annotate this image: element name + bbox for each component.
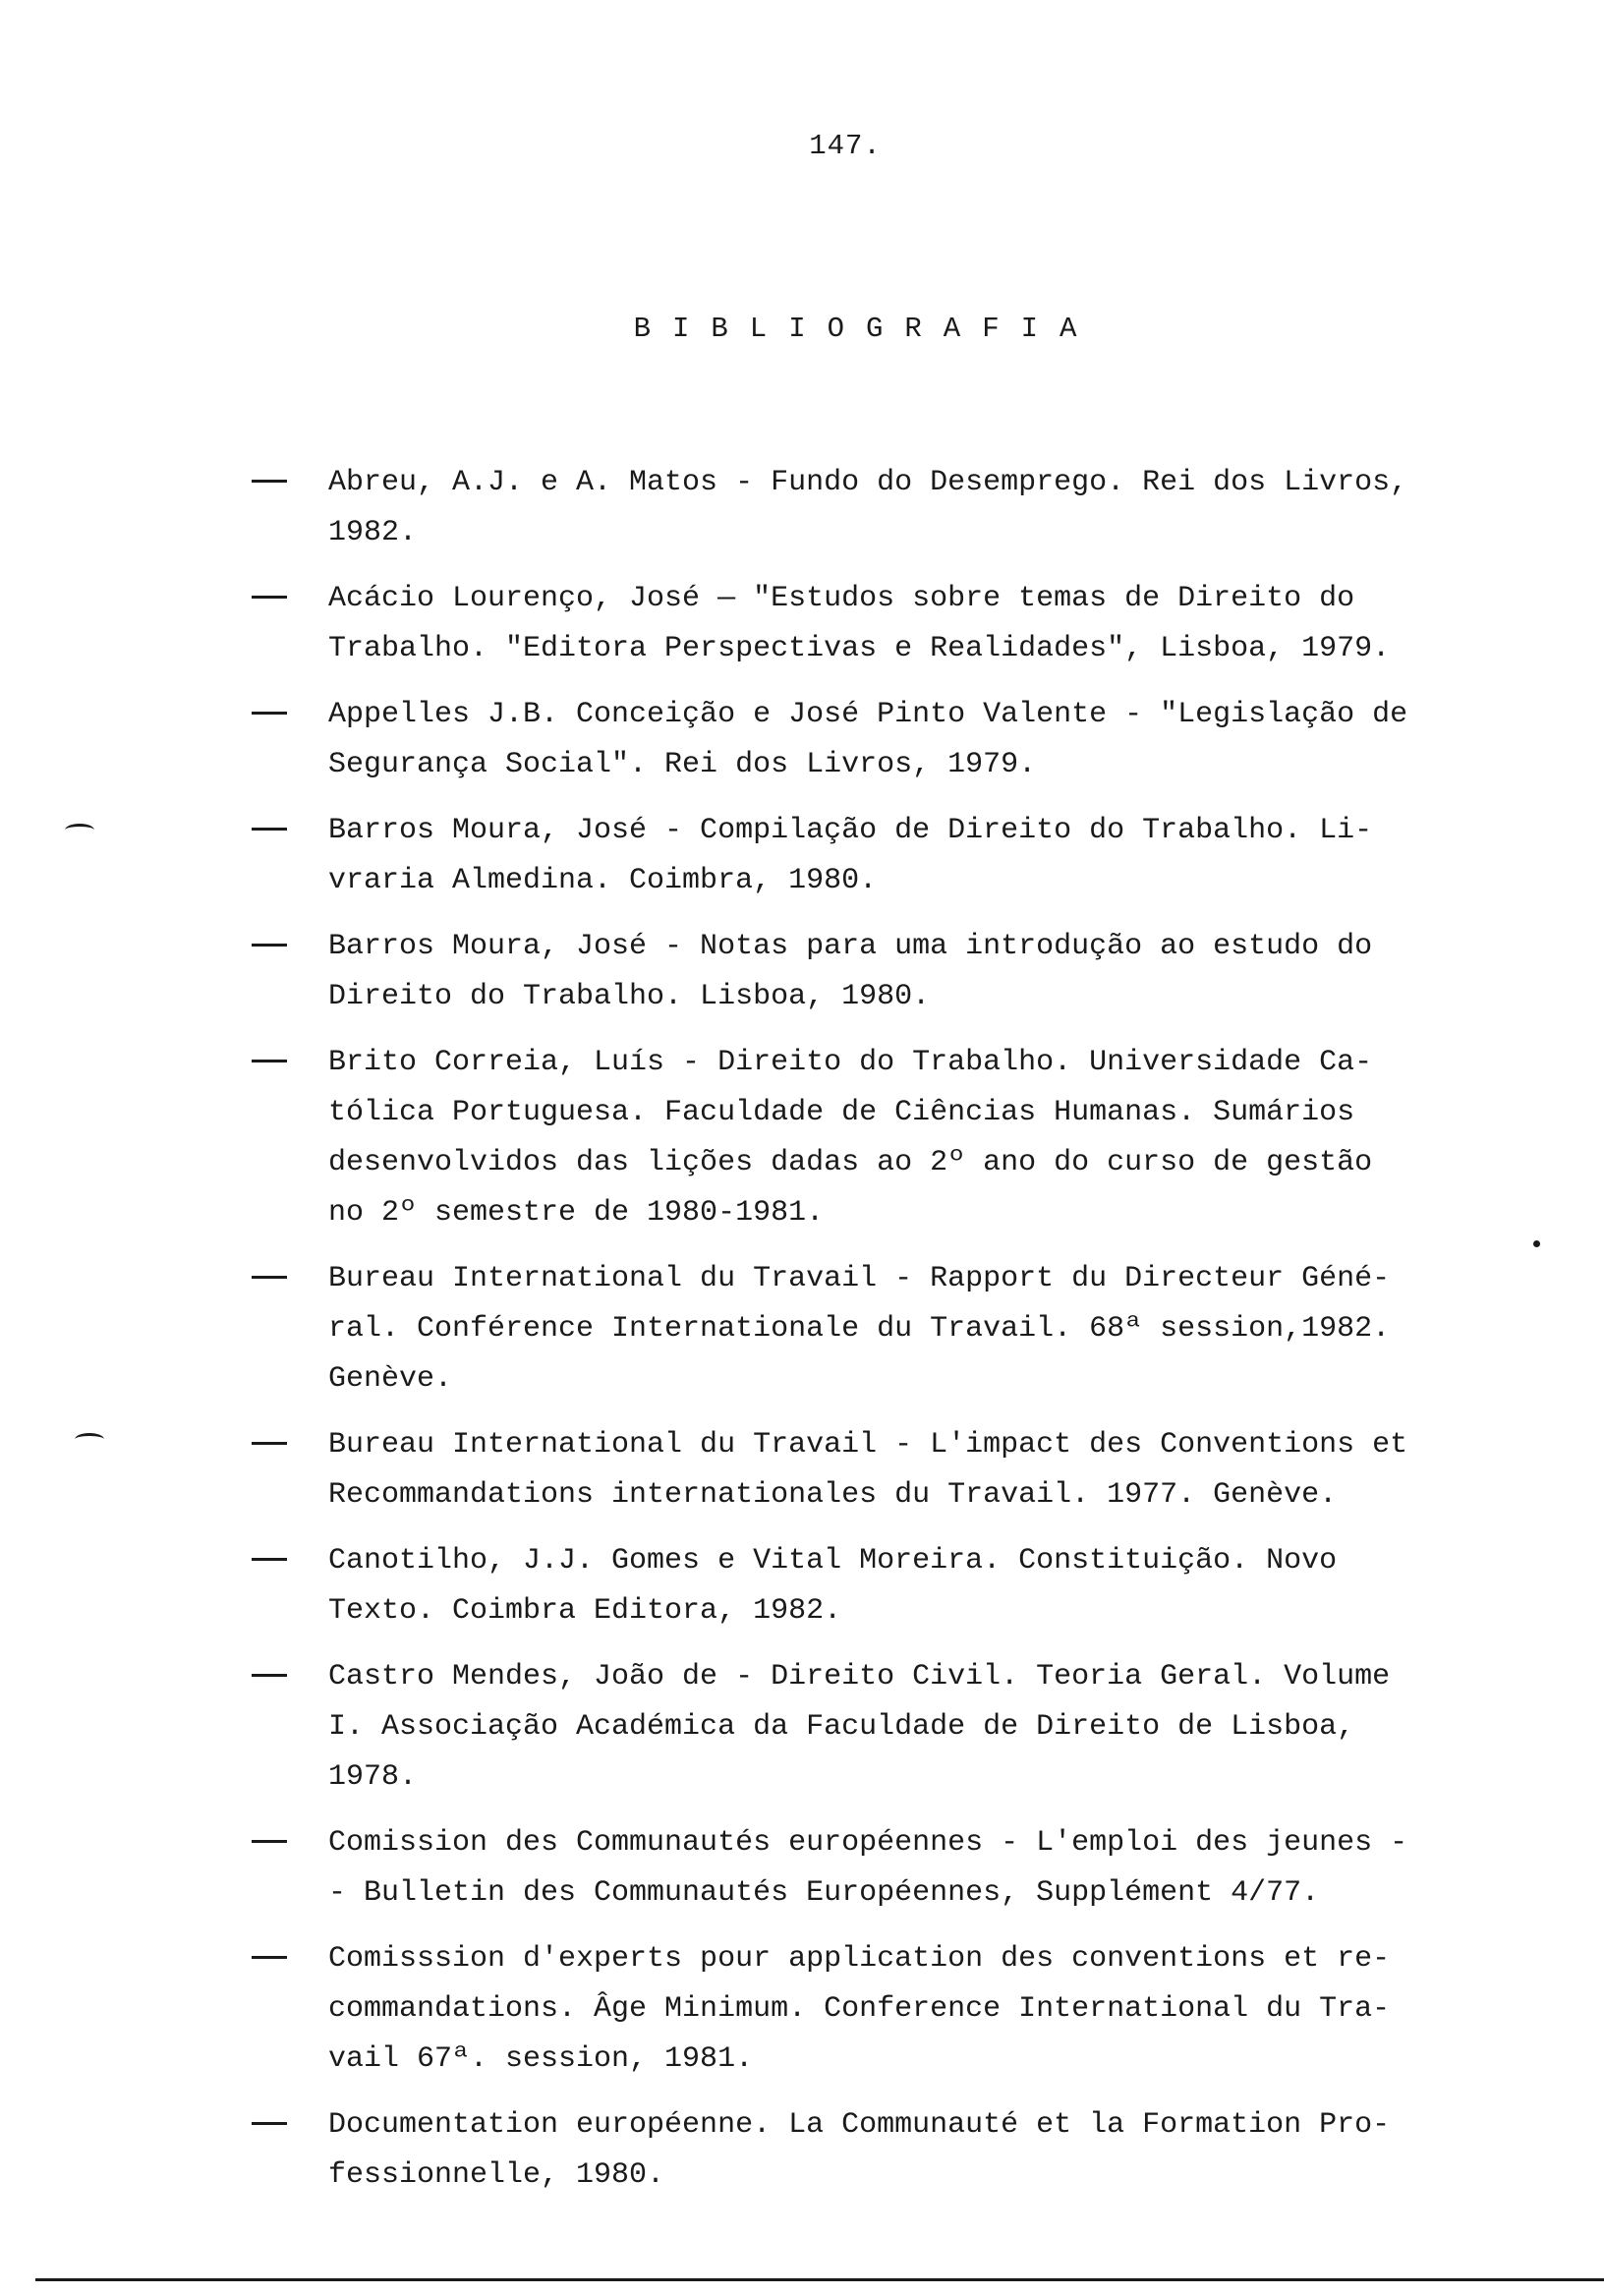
page-number: 147. bbox=[809, 130, 882, 162]
entry-dash-icon bbox=[252, 1442, 287, 1445]
entry-dash-icon bbox=[252, 1674, 287, 1677]
entry-dash-icon bbox=[252, 1956, 287, 1959]
bibliography-entry bbox=[248, 806, 1525, 906]
bibliography-entry bbox=[248, 1254, 1525, 1405]
entry-line: vail 67ª. session, 1981. bbox=[328, 2042, 754, 2076]
entry-line: 1982. bbox=[328, 516, 418, 549]
entry-dash-icon bbox=[252, 1060, 287, 1062]
entry-line: - Bulletin des Communautés Européennes, Supplément 4/77. bbox=[328, 1876, 1320, 1910]
entry-dash-icon bbox=[252, 2122, 287, 2125]
bibliography-entry bbox=[248, 922, 1525, 1022]
page-title: BIBLIOGRAFIA bbox=[633, 313, 1099, 345]
entry-line: Comisssion d'experts pour application des conventions et re- bbox=[328, 1942, 1391, 1976]
entry-line: I. Associação Académica da Faculdade de Direito de Lisboa, bbox=[328, 1710, 1355, 1744]
entry-dash-icon bbox=[252, 596, 287, 599]
entry-line: Barros Moura, José - Notas para uma introdução ao estudo do bbox=[328, 930, 1373, 963]
entry-dash-icon bbox=[252, 944, 287, 947]
entry-line: Texto. Coimbra Editora, 1982. bbox=[328, 1594, 842, 1628]
entry-line: commandations. Âge Minimum. Conference International du Tra- bbox=[328, 1992, 1391, 2026]
margin-mark-icon bbox=[65, 824, 94, 836]
entry-line: no 2º semestre de 1980-1981. bbox=[328, 1196, 825, 1230]
entry-line: Documentation européenne. La Communauté et la Formation Pro- bbox=[328, 2108, 1391, 2142]
entry-dash-icon bbox=[252, 712, 287, 715]
entry-line: Bureau International du Travail - Rapport du Directeur Géné- bbox=[328, 1262, 1391, 1295]
entry-line: Recommandations internationales du Travail. 1977. Genève. bbox=[328, 1478, 1338, 1512]
entry-line: tólica Portuguesa. Faculdade de Ciências Humanas. Sumários bbox=[328, 1096, 1355, 1129]
bibliography-entry bbox=[248, 1038, 1525, 1238]
bibliography-entry bbox=[248, 574, 1525, 674]
bibliography-entry bbox=[248, 1420, 1525, 1521]
entry-line: Segurança Social". Rei dos Livros, 1979. bbox=[328, 748, 1037, 781]
entry-line: ral. Conférence Internationale du Travail. 68ª session,1982. bbox=[328, 1312, 1391, 1346]
bibliography-entry bbox=[248, 1818, 1525, 1919]
entry-line: Appelles J.B. Conceição e José Pinto Valente - "Legislação de bbox=[328, 698, 1408, 731]
bibliography-entry bbox=[248, 1934, 1525, 2085]
margin-mark-icon bbox=[75, 1433, 104, 1446]
bibliography-entry bbox=[248, 2100, 1525, 2201]
entry-line: Brito Correia, Luís - Direito do Trabalho. Universidade Ca- bbox=[328, 1046, 1373, 1079]
entry-dash-icon bbox=[252, 1276, 287, 1279]
bibliography-entry bbox=[248, 458, 1525, 558]
entry-dash-icon bbox=[252, 1840, 287, 1843]
bibliography-entry bbox=[248, 1536, 1525, 1636]
entry-line: Bureau International du Travail - L'impact des Conventions et bbox=[328, 1428, 1408, 1462]
bibliography-entry bbox=[248, 1652, 1525, 1803]
entry-dash-icon bbox=[252, 1558, 287, 1561]
entry-line: Acácio Lourenço, José — "Estudos sobre temas de Direito do bbox=[328, 582, 1355, 615]
entry-line: Direito do Trabalho. Lisboa, 1980. bbox=[328, 980, 931, 1013]
entry-line: desenvolvidos das lições dadas ao 2º ano do curso de gestão bbox=[328, 1146, 1373, 1179]
entry-dash-icon bbox=[252, 828, 287, 831]
entry-line: Comission des Communautés européennes - L'emploi des jeunes - bbox=[328, 1826, 1408, 1860]
entry-line: 1978. bbox=[328, 1760, 418, 1794]
entry-line: Trabalho. "Editora Perspectivas e Realidades", Lisboa, 1979. bbox=[328, 632, 1391, 665]
entry-line: vraria Almedina. Coimbra, 1980. bbox=[328, 864, 878, 897]
entry-line: Genève. bbox=[328, 1362, 453, 1396]
entry-line: Barros Moura, José - Compilação de Direito do Trabalho. Li- bbox=[328, 814, 1373, 847]
entry-line: Castro Mendes, João de - Direito Civil. Teoria Geral. Volume bbox=[328, 1660, 1391, 1693]
entry-dash-icon bbox=[252, 480, 287, 483]
bibliography-entry bbox=[248, 690, 1525, 790]
margin-dot-icon bbox=[1533, 1240, 1540, 1247]
entry-line: fessionnelle, 1980. bbox=[328, 2158, 665, 2192]
entry-line: Canotilho, J.J. Gomes e Vital Moreira. Constituição. Novo bbox=[328, 1544, 1338, 1578]
entry-line: Abreu, A.J. e A. Matos - Fundo do Desemprego. Rei dos Livros, bbox=[328, 466, 1408, 499]
bibliography-list bbox=[248, 458, 1525, 2216]
page-bottom-rule bbox=[35, 2278, 1604, 2281]
